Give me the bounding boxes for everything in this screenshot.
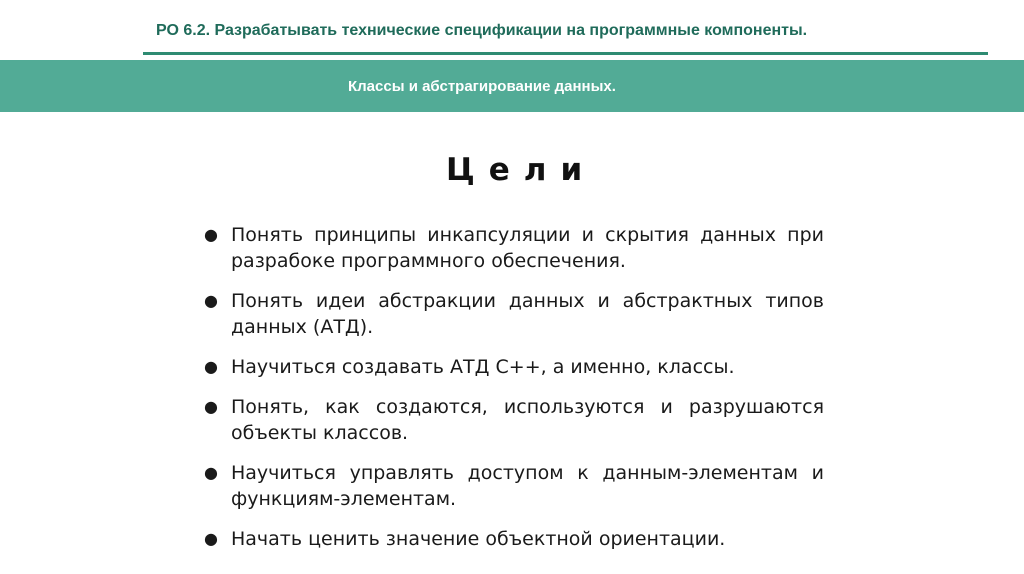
list-item: [204, 354, 824, 380]
list-item-text: Научиться управлять доступом к данным-элементам и функциям-элементам.: [231, 462, 824, 510]
bullet-icon: ●: [204, 463, 218, 482]
list-item: [204, 288, 824, 340]
bullet-icon: ●: [204, 397, 218, 416]
list-item: [204, 526, 824, 552]
goals-heading: Цели: [446, 152, 597, 188]
list-item: [204, 460, 824, 512]
bullet-icon: ●: [204, 225, 218, 244]
goals-list: [204, 222, 824, 566]
page-title: РО 6.2. Разрабатывать технические спецификации на программные компоненты.: [156, 22, 808, 39]
list-item-text: Понять идеи абстракции данных и абстрактных типов данных (АТД).: [231, 290, 824, 338]
bullet-icon: ●: [204, 357, 218, 376]
list-item: [204, 394, 824, 446]
list-item-text: Начать ценить значение объектной ориентации.: [231, 528, 726, 550]
title-underline: [143, 52, 988, 55]
list-item-text: Понять, как создаются, используются и разрушаются объекты классов.: [231, 396, 824, 444]
list-item: [204, 222, 824, 274]
bullet-icon: ●: [204, 529, 218, 548]
list-item-text: Понять принципы инкапсуляции и скрытия данных при разрабоке программного обеспечения.: [231, 224, 824, 272]
banner-text: Классы и абстрагирование данных.: [348, 78, 616, 95]
list-item-text: Научиться создавать АТД С++, а именно, классы.: [231, 356, 735, 378]
bullet-icon: ●: [204, 291, 218, 310]
